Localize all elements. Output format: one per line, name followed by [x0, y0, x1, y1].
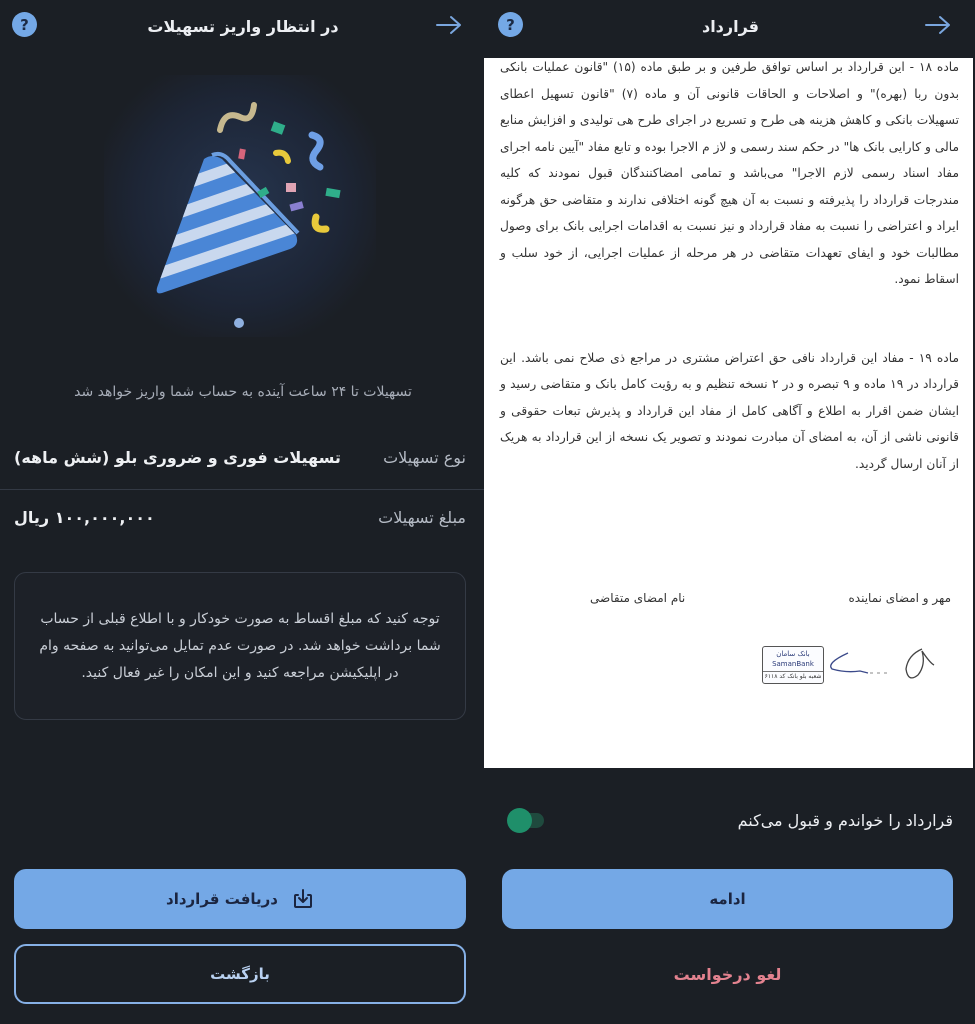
- question-icon: ?: [506, 15, 515, 34]
- cancel-request-label: لغو درخواست: [673, 964, 782, 984]
- accept-contract-label: قرارداد را خواندم و قبول می‌کنم: [737, 810, 953, 830]
- continue-label: ادامه: [709, 890, 746, 908]
- return-button[interactable]: [14, 944, 466, 1004]
- contract-clause-18: ماده ۱۸ - این قرارداد بر اساس توافق طرفین و بر طبق ماده (۱۵) "قانون عملیات بانکی بدون ربا (بهره)" و اصلاحات و الحاقات قانونی آن و ماده (۷) "قانون تسهیل اعطای تسهیلات بانکی و کاهش هزینه هی طرح و تسریع در اجرای طرح هی تولیدی و افزایش منابع مالی و کارایی بانک ها" در حکم سند رسمی و لاز م الاجرا بوده و تابع مفاد "آیین نامه اجرای مفاد اسناد رسمی لازم الاجرا" می‌باشد و تمامی امضاکنندگان قبول نمودند که کلیه مندرجات قرارداد را پذیرفته و نسبت به آن هیچ گونه اختلافی ندارند و متقاضی حق هرگونه ایراد و اعتراضی را نسبت به مفاد قرارداد و نیز نسبت به اقدامات اجرایی بانک برای وصول مطالبات خود و ایفای تعهدات متقاضی در هر مرحله از عملیات اجرایی، از خود سلب و اسقاط نمود.: [500, 60, 959, 286]
- stamp-code: کد ۶۱۱۸: [764, 673, 786, 680]
- loan-type-label: نوع تسهیلات: [383, 448, 466, 467]
- party-popper-illustration: [104, 75, 376, 337]
- download-contract-button[interactable]: [14, 869, 466, 929]
- stamp-branch: شعبه بلو بانک: [787, 673, 822, 680]
- loan-type-row: [14, 448, 466, 467]
- download-contract-label: دریافت قرارداد: [166, 890, 278, 908]
- signature-labels: [504, 591, 951, 605]
- page-title: قرارداد: [701, 16, 760, 36]
- loan-amount-value: ۱۰۰,۰۰۰,۰۰۰ ریال: [14, 508, 155, 527]
- signature-icon: [822, 643, 942, 687]
- loan-amount-row: [14, 508, 466, 527]
- stamp-branch-line: [763, 671, 823, 682]
- party-popper-icon: [104, 75, 376, 337]
- divider: [0, 489, 486, 490]
- return-label: بازگشت: [210, 965, 270, 983]
- installment-notice: [14, 572, 466, 720]
- back-button[interactable]: [434, 12, 464, 38]
- loan-amount-label: مبلغ تسهیلات: [378, 508, 466, 527]
- contract-screen: [486, 0, 975, 1024]
- question-icon: ?: [20, 15, 29, 34]
- deposit-note: تسهیلات تا ۲۴ ساعت آینده به حساب شما واریز خواهد شد: [74, 384, 412, 400]
- contract-clause-19: ماده ۱۹ - مفاد این قرارداد نافی حق اعتراض مشتری در مراجع ذی صلاح نمی باشد. این قرارداد در ۱۹ ماده و ۹ تبصره و در ۲ نسخه تنظیم و به رؤیت کامل بانک و متقاضی رسید و ایشان ضمن اقرار به اطلاع و آگاهی کامل از مفاد این قرارداد و پذیرش تبعات حقوقی و قانونی ناشی از آن، به امضای آن مبادرت نمودند و تصویر یک نسخه از این قرارداد به هریک از آنان ارسال گردید.: [500, 350, 960, 471]
- help-button[interactable]: [498, 12, 523, 37]
- back-button[interactable]: [923, 12, 953, 38]
- applicant-signature-label: نام امضای متقاضی: [590, 591, 686, 605]
- loan-type-value: تسهیلات فوری و ضروری بلو (شش ماهه): [14, 448, 341, 467]
- toggle-thumb: [507, 808, 532, 833]
- accept-contract-row: [502, 800, 953, 840]
- accept-contract-toggle[interactable]: [502, 808, 546, 832]
- arrow-right-icon: [924, 14, 952, 36]
- header: [486, 0, 975, 52]
- continue-button[interactable]: [502, 869, 953, 929]
- contract-document[interactable]: [484, 58, 973, 768]
- notice-text: توجه کنید که مبلغ اقساط به صورت خودکار و با اطلاع قبلی از حساب شما برداشت خواهد شد. در صورت عدم تمایل می‌توانید به صفحه وام در اپلیکیشن مراجعه کنید و این امکان را غیر فعال کنید.: [39, 610, 441, 681]
- help-button[interactable]: [12, 12, 37, 37]
- header: [0, 0, 486, 52]
- representative-signature-label: مهر و امضای نماینده: [848, 591, 951, 605]
- awaiting-deposit-screen: [0, 0, 486, 1024]
- bank-stamp: [762, 646, 824, 684]
- arrow-right-icon: [435, 14, 463, 36]
- page-title: در انتظار واریز تسهیلات: [147, 16, 339, 36]
- stamp-bank-name-en: SamanBank: [772, 660, 814, 668]
- stamp-bank-name: بانک سامان: [776, 650, 810, 658]
- download-icon: [292, 888, 314, 910]
- cancel-request-button[interactable]: [502, 944, 953, 1004]
